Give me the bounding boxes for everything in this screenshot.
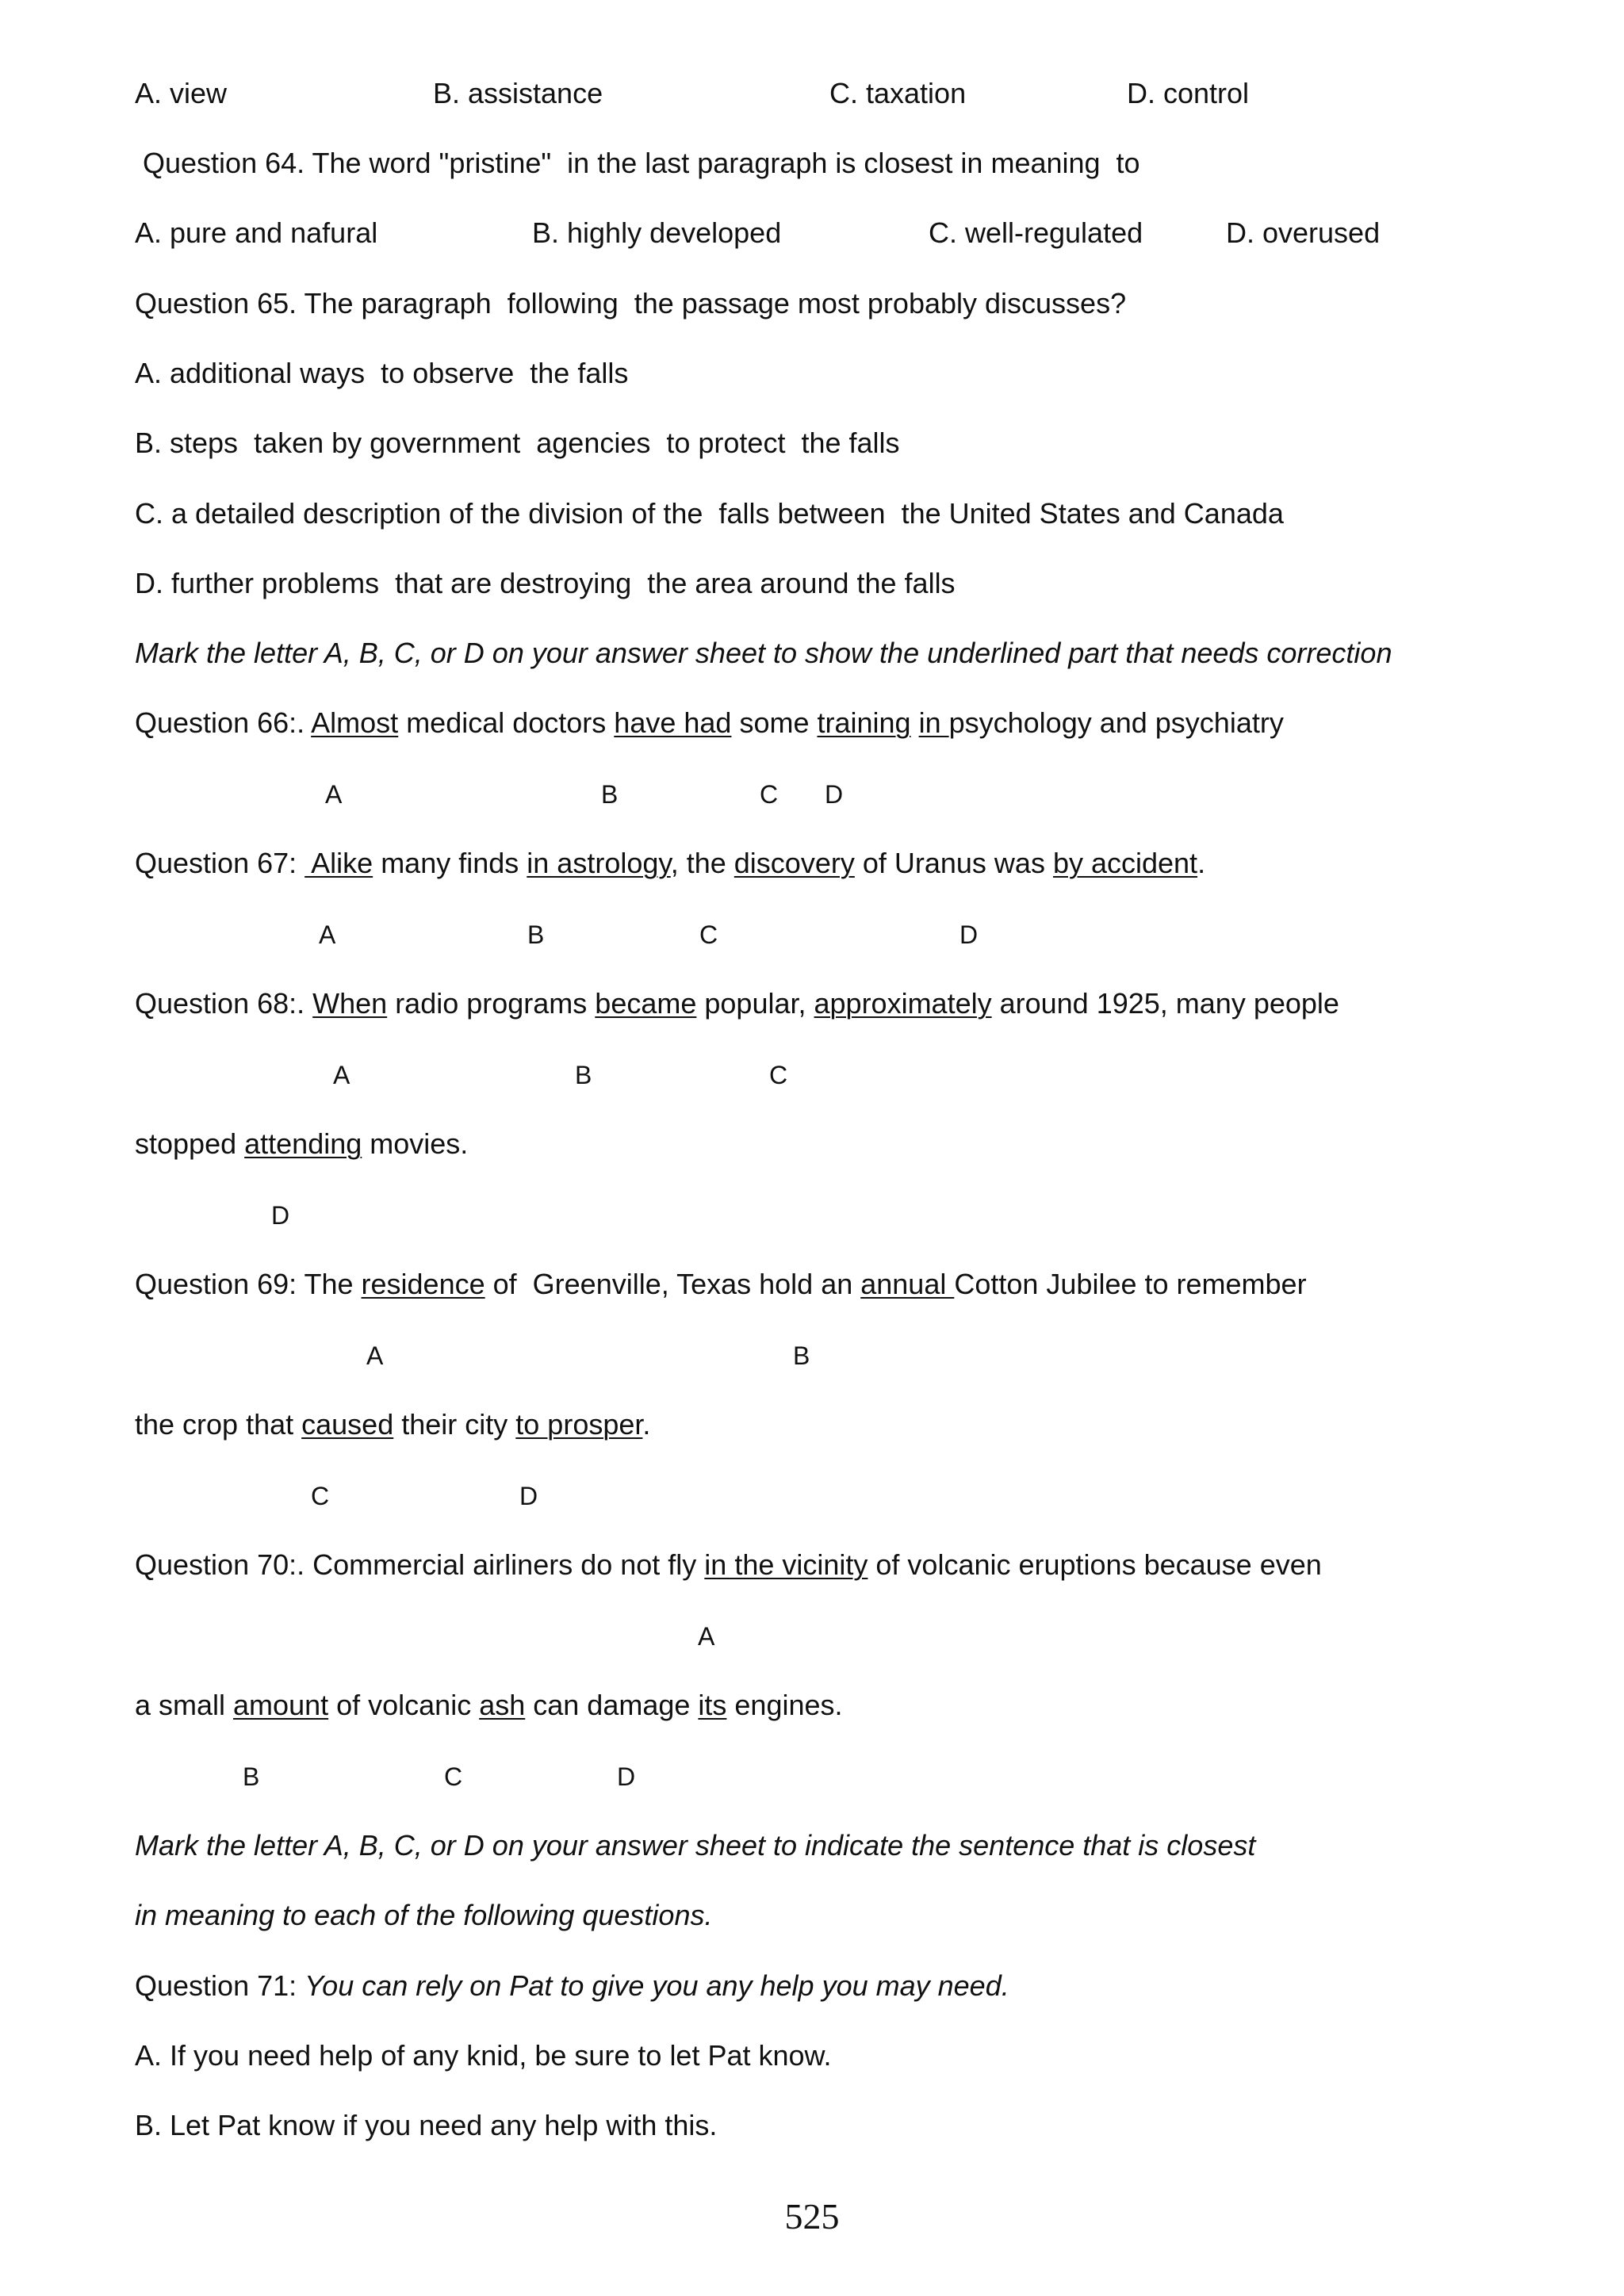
q68-letter-c: C	[769, 1061, 788, 1089]
q67-text: , the	[670, 847, 734, 879]
q67-underline-a: Alike	[304, 847, 373, 879]
q63-option-b: B. assistance	[433, 77, 603, 109]
q71-option-a: A. If you need help of any knid, be sure to let Pat know.	[135, 2039, 832, 2072]
q70-text: can damage	[525, 1689, 699, 1721]
q66-text	[911, 706, 919, 739]
q66-underline-d: in	[918, 706, 949, 739]
q70-underline-d: its	[698, 1689, 727, 1721]
q68-text: movies.	[362, 1127, 469, 1160]
q70-sentence	[135, 1548, 1322, 1582]
q69-text: of Greenville, Texas hold an	[485, 1268, 861, 1300]
q69-letter-b: B	[793, 1341, 810, 1370]
q68-underline-c: approximately	[814, 987, 992, 1020]
q67-underline-d: by accident	[1052, 847, 1198, 879]
q69-letter-a: A	[366, 1341, 384, 1370]
q66-sentence	[135, 706, 1284, 740]
q67-text: of Uranus was	[854, 847, 1053, 879]
q68-underline-a: When	[312, 987, 388, 1020]
page-number: 525	[784, 2196, 840, 2237]
q64-option-b: B. highly developed	[532, 216, 782, 249]
q66-letter-d: D	[825, 780, 844, 809]
q70-text: of volcanic eruptions because even	[868, 1548, 1322, 1581]
q69-text: Question 69: The	[135, 1268, 362, 1300]
q69-letter-c: C	[311, 1482, 330, 1510]
q66-letter-c: C	[760, 780, 779, 809]
q68-letter-a: A	[333, 1061, 350, 1089]
instruction-error-identification: Mark the letter A, B, C, or D on your answer sheet to show the underlined part that needs correction	[135, 637, 1392, 669]
q69-underline-a: residence	[361, 1268, 485, 1300]
q70-text: engines.	[726, 1689, 843, 1721]
q70-underline-b: amount	[233, 1689, 329, 1721]
q68-sentence-continued	[135, 1127, 468, 1161]
q68-letter-b: B	[575, 1061, 592, 1089]
q64-stem: Question 64. The word "pristine" in the last paragraph is closest in meaning to	[135, 147, 1140, 179]
instruction-closest-meaning-line-2: in meaning to each of the following questions.	[135, 1899, 713, 1931]
q70-underline-c: ash	[479, 1689, 526, 1721]
q69-text: their city	[393, 1408, 516, 1441]
q70-letter-b: B	[243, 1762, 260, 1791]
q69-text: the crop that	[135, 1408, 302, 1441]
q64-option-c: C. well-regulated	[929, 216, 1143, 249]
q68-text: stopped	[135, 1127, 245, 1160]
q69-underline-c: caused	[301, 1408, 394, 1441]
q71-stem	[135, 1969, 1009, 2003]
q68-letter-d: D	[271, 1201, 290, 1230]
q67-letter-c: C	[699, 920, 718, 949]
q65-option-d: D. further problems that are destroying the area around the falls	[135, 567, 956, 599]
q68-text: Question 68:.	[135, 987, 313, 1020]
q67-sentence	[135, 846, 1205, 881]
q63-option-c: C. taxation	[829, 77, 967, 109]
q68-sentence	[135, 986, 1339, 1021]
q69-sentence	[135, 1267, 1307, 1302]
q66-text: some	[731, 706, 818, 739]
q67-letter-a: A	[319, 920, 336, 949]
q66-underline-b: have had	[614, 706, 732, 739]
q67-letter-d: D	[959, 920, 979, 949]
q67-underline-b: in astrology	[527, 847, 671, 879]
q65-option-a: A. additional ways to observe the falls	[135, 357, 629, 389]
q66-underline-c: training	[817, 706, 911, 739]
q70-text: Question 70:. Commercial airliners do not fly	[135, 1548, 705, 1581]
q66-underline-a: Almost	[311, 706, 399, 739]
q68-text: radio programs	[387, 987, 596, 1020]
q67-text: many finds	[373, 847, 527, 879]
q67-underline-c: discovery	[733, 847, 855, 879]
q63-option-a: A. view	[135, 77, 228, 109]
instruction-closest-meaning-line-1: Mark the letter A, B, C, or D on your answer sheet to indicate the sentence that is closest	[135, 1829, 1256, 1862]
q65-stem: Question 65. The paragraph following the passage most probably discusses?	[135, 287, 1127, 320]
q69-letter-d: D	[519, 1482, 538, 1510]
q71-option-b: B. Let Pat know if you need any help with this.	[135, 2109, 718, 2141]
q65-option-c: C. a detailed description of the division of the falls between the United States and Canada	[135, 497, 1284, 530]
q66-letter-a: A	[325, 780, 343, 809]
q69-text: Cotton Jubilee to remember	[954, 1268, 1307, 1300]
q68-text: popular,	[696, 987, 814, 1020]
q67-letter-b: B	[527, 920, 545, 949]
q65-option-b: B. steps taken by government agencies to protect the falls	[135, 427, 900, 459]
q66-text: Question 66:.	[135, 706, 312, 739]
q67-text: Question 67:	[135, 847, 305, 879]
q69-sentence-continued	[135, 1407, 650, 1442]
q68-underline-d: attending	[244, 1127, 362, 1160]
q69-text: .	[642, 1408, 651, 1441]
q64-option-d: D. overused	[1226, 216, 1381, 249]
q70-letter-d: D	[617, 1762, 636, 1791]
q70-text: of volcanic	[328, 1689, 480, 1721]
q69-underline-b: annual	[860, 1268, 955, 1300]
q70-text: a small	[135, 1689, 234, 1721]
q66-text: medical doctors	[398, 706, 615, 739]
q66-letter-b: B	[601, 780, 619, 809]
q63-option-d: D. control	[1127, 77, 1250, 109]
q66-text: psychology and psychiatry	[948, 706, 1284, 739]
q68-text: around 1925, many people	[991, 987, 1339, 1020]
q71-label: Question 71:	[135, 1969, 305, 2002]
q68-underline-b: became	[595, 987, 697, 1020]
q69-underline-d: to prosper	[515, 1408, 643, 1441]
q70-letter-a: A	[698, 1622, 715, 1651]
q70-underline-a: in the vicinity	[704, 1548, 868, 1581]
q70-sentence-continued	[135, 1688, 843, 1723]
q64-option-a: A. pure and nafural	[135, 216, 378, 249]
q70-letter-c: C	[444, 1762, 463, 1791]
q67-text: .	[1197, 847, 1206, 879]
q71-sentence: You can rely on Pat to give you any help you may need.	[304, 1969, 1009, 2002]
